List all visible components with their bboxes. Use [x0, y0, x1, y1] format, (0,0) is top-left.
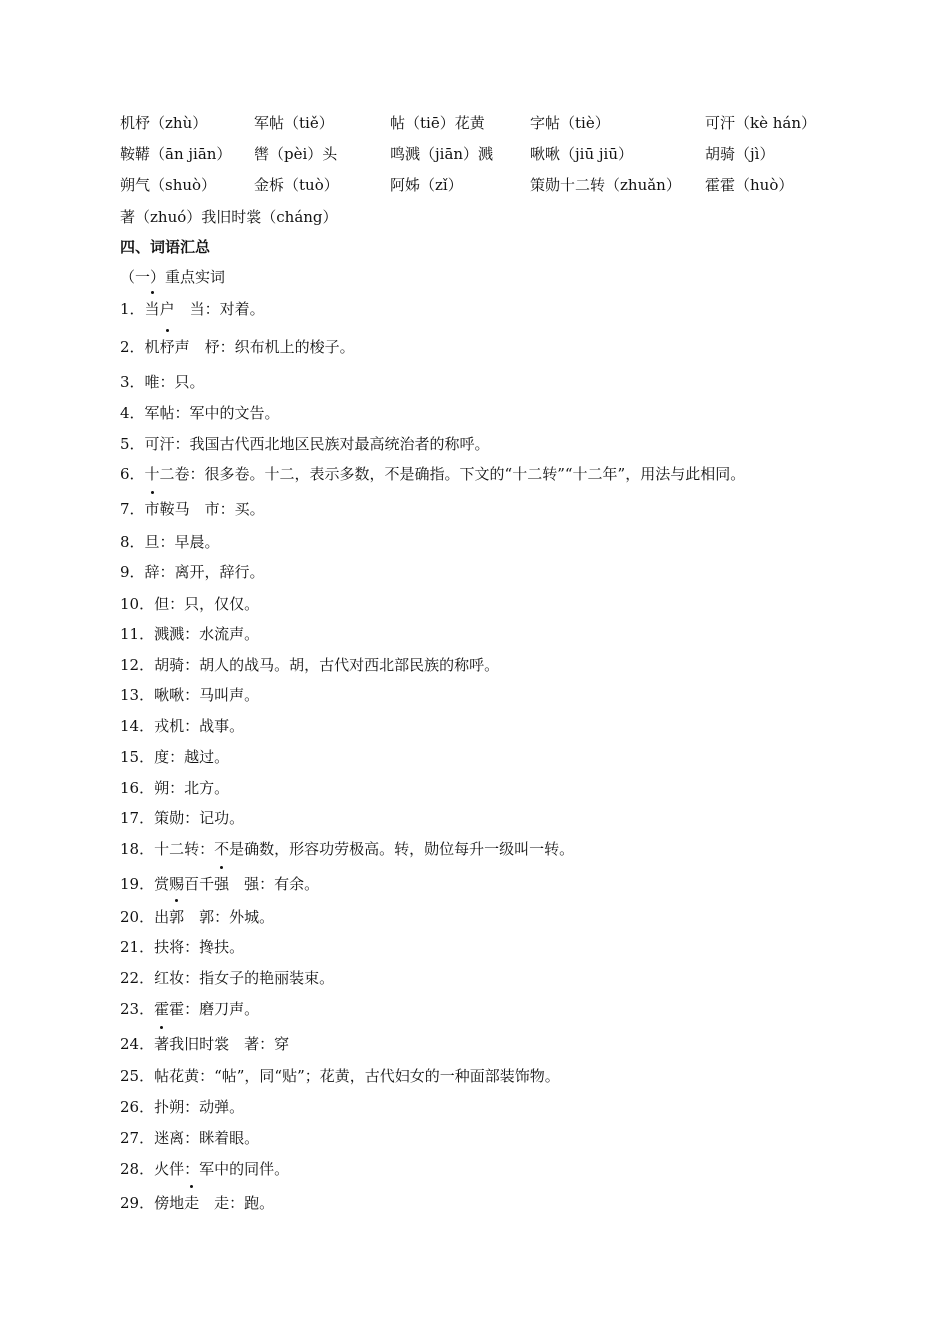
item-number: 28． [120, 1160, 155, 1178]
phrase-text: 傍地 [154, 1194, 185, 1212]
item-number: 29． [120, 1194, 155, 1212]
definition-text: 当：对着。 [189, 300, 265, 318]
pinyin-entry: 啾啾（jiū jiū） [530, 145, 633, 163]
vocab-item [120, 402, 280, 423]
phrase-text: 户 [159, 300, 175, 318]
definition-text: 扶将：搀扶。 [154, 938, 245, 956]
item-number: 3． [120, 373, 145, 391]
item-number: 15． [120, 748, 155, 766]
definition-text: 朔：北方。 [154, 779, 230, 797]
vocab-item [120, 371, 205, 392]
definition-text: 辞：离开，辞行。 [144, 563, 265, 581]
item-number: 1． [120, 300, 145, 318]
item-number: 26． [120, 1098, 155, 1116]
vocab-item [120, 906, 274, 927]
pinyin-entry: 阿姊（zǐ） [390, 176, 463, 194]
pinyin-entry: 可汗（kè hán） [705, 114, 816, 132]
vocab-item [120, 1065, 560, 1086]
pinyin-entry: 机杼（zhù） [120, 114, 208, 132]
definition-text: 可汗：我国古代西北地区民族对最高统治者的称呼。 [144, 435, 490, 453]
pinyin-row [120, 112, 880, 143]
emphasized-char: 著 [154, 1035, 170, 1053]
definition-text: 著：穿 [244, 1035, 290, 1053]
item-number: 6． [120, 465, 145, 483]
vocab-item [120, 654, 499, 675]
section-heading: 四、词语汇总 [120, 238, 211, 256]
emphasized-char: 当 [144, 300, 160, 318]
emphasized-char: 杼 [159, 338, 175, 356]
definition-text: 度：越过。 [154, 748, 230, 766]
definition-text: 强：有余。 [244, 875, 320, 893]
emphasized-char: 郭 [169, 908, 185, 926]
vocab-item [120, 967, 334, 988]
item-number: 19． [120, 875, 155, 893]
phrase-text: 赏赐百千 [154, 875, 215, 893]
item-number: 5． [120, 435, 145, 453]
vocab-item [120, 593, 259, 614]
definition-text: 唯：只。 [144, 373, 205, 391]
vocab-item [120, 1192, 274, 1213]
item-number: 17． [120, 809, 155, 827]
item-number: 11． [120, 625, 155, 643]
vocab-item [120, 298, 265, 319]
pinyin-table [120, 112, 880, 205]
item-number: 4． [120, 404, 145, 422]
vocab-item [120, 433, 490, 454]
vocab-item [120, 873, 319, 894]
vocab-item [120, 623, 259, 644]
definition-text: 火伴：军中的同伴。 [154, 1160, 290, 1178]
pinyin-entry: 字帖（tiè） [530, 114, 610, 132]
definition-text: 旦：早晨。 [144, 533, 220, 551]
item-number: 14． [120, 717, 155, 735]
vocab-item [120, 1033, 289, 1054]
emphasized-char: 市 [144, 500, 160, 518]
vocab-item [120, 498, 265, 519]
item-number: 8． [120, 533, 145, 551]
item-number: 7． [120, 500, 145, 518]
pinyin-entry: 鸣溅（jiān）溅 [390, 145, 494, 163]
vocab-item [120, 807, 244, 828]
vocab-item [120, 715, 244, 736]
definition-text: 溅溅：水流声。 [154, 625, 260, 643]
pinyin-entry: 军帖（tiě） [254, 114, 334, 132]
definition-text: 霍霍：磨刀声。 [154, 1000, 260, 1018]
vocab-item [120, 1127, 259, 1148]
definition-text: 扑朔：动弹。 [154, 1098, 245, 1116]
item-number: 24． [120, 1035, 155, 1053]
definition-text: 啾啾：马叫声。 [154, 686, 260, 704]
pinyin-row [120, 174, 880, 205]
vocab-item [120, 463, 745, 484]
vocab-item [120, 936, 244, 957]
vocab-item [120, 1096, 244, 1117]
vocab-item [120, 684, 259, 705]
phrase-text: 声 [174, 338, 190, 356]
item-number: 16． [120, 779, 155, 797]
definition-text: 杼：织布机上的梭子。 [204, 338, 355, 356]
pinyin-entry: 胡骑（jì） [705, 145, 775, 163]
definition-text: 市：买。 [204, 500, 265, 518]
definition-text: 郭：外城。 [199, 908, 275, 926]
vocab-item [120, 561, 265, 582]
item-number: 22． [120, 969, 155, 987]
item-number: 20． [120, 908, 155, 926]
definition-text: 军帖：军中的文告。 [144, 404, 280, 422]
pinyin-entry: 霍霍（huò） [705, 176, 794, 194]
vocab-item [120, 336, 355, 357]
definition-text: 但：只，仅仅。 [154, 595, 260, 613]
pinyin-row [120, 143, 880, 174]
item-number: 9． [120, 563, 145, 581]
item-number: 23． [120, 1000, 155, 1018]
item-number: 12． [120, 656, 155, 674]
item-number: 18． [120, 840, 155, 858]
item-number: 27． [120, 1129, 155, 1147]
item-number: 25． [120, 1067, 155, 1085]
phrase-text: 出 [154, 908, 170, 926]
pinyin-entry: 鞍鞯（ān jiān） [120, 145, 232, 163]
pinyin-extra-line: 著（zhuó）我旧时裳（cháng） [120, 208, 338, 226]
pinyin-entry: 帖（tiē）花黄 [390, 114, 485, 132]
phrase-text: 机 [144, 338, 160, 356]
vocab-item [120, 1158, 289, 1179]
pinyin-entry: 朔气（shuò） [120, 176, 217, 194]
item-number: 13． [120, 686, 155, 704]
pinyin-entry: 金柝（tuò） [254, 176, 339, 194]
definition-text: 走：跑。 [214, 1194, 275, 1212]
emphasized-char: 走 [184, 1194, 200, 1212]
definition-text: 红妆：指女子的艳丽装束。 [154, 969, 335, 987]
vocab-item [120, 746, 229, 767]
vocab-item [120, 998, 259, 1019]
vocab-item [120, 531, 220, 552]
definition-text: 戎机：战事。 [154, 717, 245, 735]
vocab-item [120, 838, 574, 859]
vocab-item [120, 777, 229, 798]
item-number: 10． [120, 595, 155, 613]
definition-text: 迷离：眯着眼。 [154, 1129, 260, 1147]
emphasized-char: 强 [214, 875, 230, 893]
definition-text: 十二卷：很多卷。十二，表示多数，不是确指。下文的“十二转”“十二年”，用法与此相同。 [144, 465, 746, 483]
phrase-text: 我旧时裳 [169, 1035, 230, 1053]
pinyin-entry: 策勋十二转（zhuǎn） [530, 176, 681, 194]
item-number: 21． [120, 938, 155, 956]
item-number: 2． [120, 338, 145, 356]
definition-text: 帖花黄：“帖”，同“贴”；花黄，古代妇女的一种面部装饰物。 [154, 1067, 560, 1085]
definition-text: 十二转：不是确数，形容功劳极高。转，勋位每升一级叫一转。 [154, 840, 575, 858]
phrase-text: 鞍马 [159, 500, 190, 518]
definition-text: 胡骑：胡人的战马。胡，古代对西北部民族的称呼。 [154, 656, 500, 674]
definition-text: 策勋：记功。 [154, 809, 245, 827]
pinyin-entry: 辔（pèi）头 [254, 145, 338, 163]
subsection-heading: （一）重点实词 [120, 268, 226, 286]
